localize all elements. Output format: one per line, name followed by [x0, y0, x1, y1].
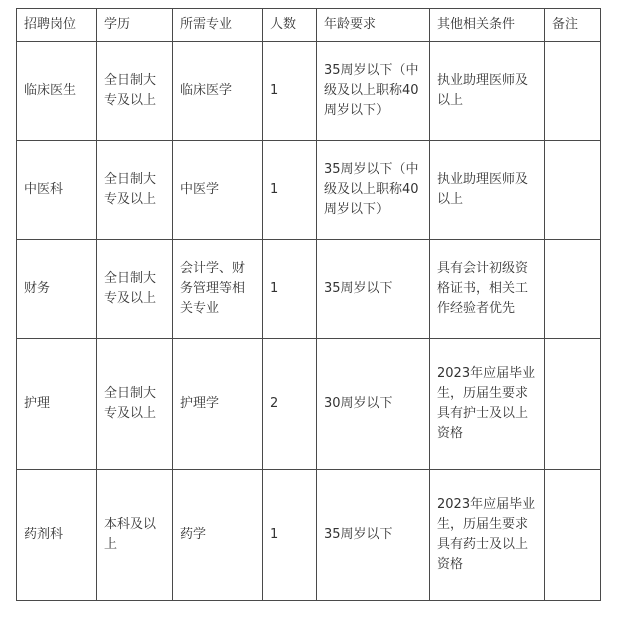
cell-position: 药剂科	[17, 470, 97, 601]
cell-age: 35周岁以下	[317, 470, 430, 601]
cell-major: 护理学	[173, 339, 263, 470]
cell-education: 本科及以上	[97, 470, 173, 601]
cell-remarks	[545, 42, 601, 141]
recruitment-table	[16, 8, 601, 601]
cell-conditions: 2023年应届毕业生，历届生要求具有护士及以上资格	[430, 339, 545, 470]
cell-education: 全日制大专及以上	[97, 240, 173, 339]
cell-major: 中医学	[173, 141, 263, 240]
cell-major: 临床医学	[173, 42, 263, 141]
cell-count: 1	[263, 141, 317, 240]
cell-remarks	[545, 141, 601, 240]
cell-count: 1	[263, 42, 317, 141]
cell-position: 护理	[17, 339, 97, 470]
cell-count: 2	[263, 339, 317, 470]
table-row	[17, 42, 601, 141]
cell-remarks	[545, 470, 601, 601]
cell-position: 临床医生	[17, 42, 97, 141]
cell-conditions: 具有会计初级资格证书，相关工作经验者优先	[430, 240, 545, 339]
cell-conditions: 2023年应届毕业生，历届生要求具有药士及以上资格	[430, 470, 545, 601]
header-education: 学历	[97, 9, 173, 42]
cell-age: 35周岁以下	[317, 240, 430, 339]
header-conditions: 其他相关条件	[430, 9, 545, 42]
cell-conditions: 执业助理医师及以上	[430, 141, 545, 240]
cell-major: 药学	[173, 470, 263, 601]
cell-education: 全日制大专及以上	[97, 42, 173, 141]
header-position: 招聘岗位	[17, 9, 97, 42]
recruitment-table-container	[16, 8, 601, 601]
cell-major: 会计学、财务管理等相关专业	[173, 240, 263, 339]
cell-count: 1	[263, 240, 317, 339]
cell-education: 全日制大专及以上	[97, 339, 173, 470]
cell-position: 财务	[17, 240, 97, 339]
header-count: 人数	[263, 9, 317, 42]
table-row	[17, 470, 601, 601]
header-row	[17, 9, 601, 42]
cell-education: 全日制大专及以上	[97, 141, 173, 240]
cell-age: 30周岁以下	[317, 339, 430, 470]
table-row	[17, 141, 601, 240]
table-row	[17, 240, 601, 339]
cell-remarks	[545, 240, 601, 339]
header-major: 所需专业	[173, 9, 263, 42]
cell-remarks	[545, 339, 601, 470]
cell-count: 1	[263, 470, 317, 601]
cell-age: 35周岁以下（中级及以上职称40周岁以下）	[317, 42, 430, 141]
cell-conditions: 执业助理医师及以上	[430, 42, 545, 141]
header-age: 年龄要求	[317, 9, 430, 42]
cell-position: 中医科	[17, 141, 97, 240]
header-remarks: 备注	[545, 9, 601, 42]
cell-age: 35周岁以下（中级及以上职称40周岁以下）	[317, 141, 430, 240]
table-row	[17, 339, 601, 470]
